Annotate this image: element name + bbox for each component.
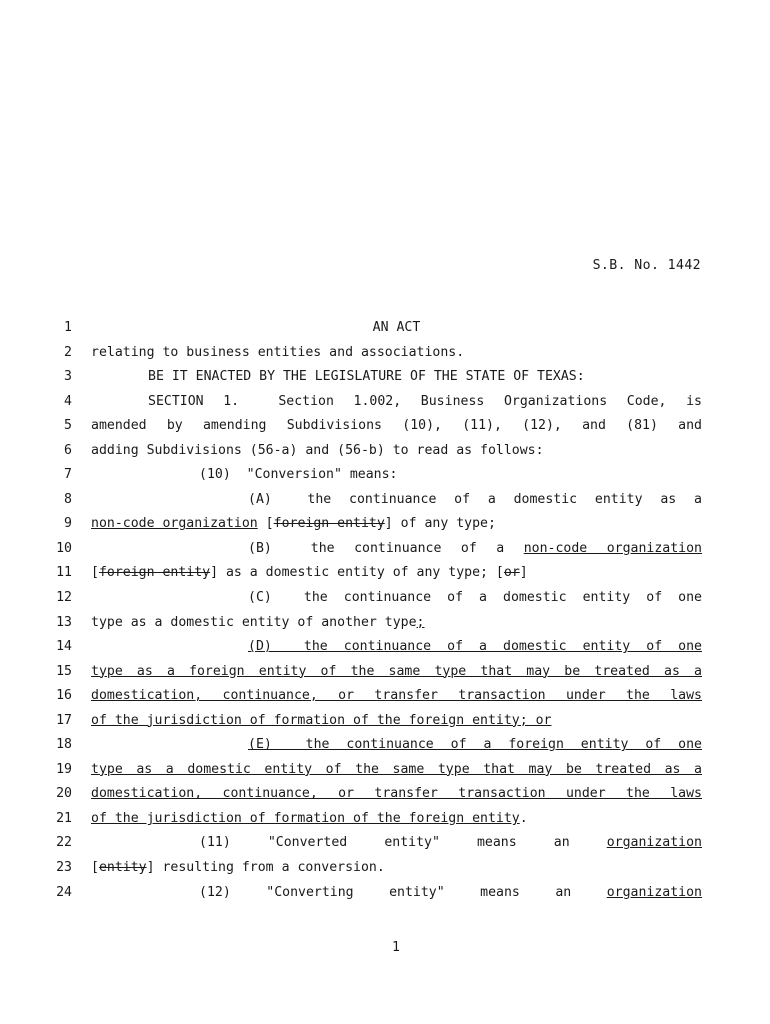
line-text (91, 345, 702, 360)
deleted-text: entity (98, 860, 147, 876)
text-line (0, 637, 770, 662)
line-number: 1 (64, 320, 72, 335)
inserted-text: domestication, continuance, or transfer transaction under the laws (91, 688, 702, 704)
text-line (0, 833, 770, 858)
text-segment: ] as a domestic entity of any type; [ (210, 565, 504, 581)
line-text (91, 369, 702, 384)
text-segment: (B) the continuance of a (248, 540, 524, 556)
line-text (91, 394, 702, 409)
inserted-text: organization (606, 835, 702, 851)
deleted-text: or (503, 565, 520, 581)
line-text (91, 615, 702, 630)
inserted-text: non-code organization (91, 516, 258, 532)
line-text (91, 860, 702, 875)
line-text (91, 762, 702, 777)
line-number: 21 (56, 810, 72, 826)
text-line (0, 563, 770, 588)
line-number: 16 (56, 688, 72, 704)
text-segment: . (519, 810, 528, 826)
line-number: 20 (56, 786, 72, 802)
text-line (0, 392, 770, 417)
text-line (0, 367, 770, 392)
inserted-text: organization (606, 884, 702, 900)
line-number: 3 (64, 369, 72, 385)
line-text (91, 443, 702, 458)
text-segment: ] (519, 565, 528, 581)
text-line (0, 514, 770, 539)
line-number: 23 (56, 860, 72, 876)
line-number: 14 (56, 639, 72, 655)
inserted-text: domestication, continuance, or transfer transaction under the laws (91, 786, 702, 802)
line-number: 13 (56, 614, 72, 630)
text-line (0, 686, 770, 711)
text-line (0, 588, 770, 613)
text-segment: (10) "Conversion" means: (199, 467, 398, 483)
inserted-text: non-code organization (523, 540, 702, 556)
text-line (0, 490, 770, 515)
text-segment: [ (91, 565, 99, 581)
text-line (0, 441, 770, 466)
line-text (91, 418, 702, 433)
text-segment: BE IT ENACTED BY THE LEGISLATURE OF THE STATE OF TEXAS: (148, 369, 585, 385)
text-line (0, 613, 770, 638)
text-segment: adding Subdivisions (56-a) and (56-b) to read as follows: (91, 442, 544, 458)
line-text (91, 565, 702, 580)
text-segment: (12) "Converting entity" means an (199, 884, 607, 900)
page-number: 1 (392, 940, 400, 955)
line-text (91, 885, 702, 900)
text-segment: [ (91, 860, 99, 876)
line-number: 8 (64, 491, 72, 507)
line-number: 5 (64, 418, 72, 434)
line-number: 24 (56, 884, 72, 900)
line-number: 22 (56, 835, 72, 851)
text-line (0, 318, 770, 343)
deleted-text: foreign entity (273, 516, 385, 532)
text-segment: type as a domestic entity of another type (91, 614, 417, 630)
line-number: 6 (64, 442, 72, 458)
text-line (0, 760, 770, 785)
line-text (91, 688, 702, 703)
text-line (0, 465, 770, 490)
bill-text (0, 318, 770, 907)
line-number: 11 (56, 565, 72, 581)
text-line (0, 343, 770, 368)
line-text (91, 713, 702, 728)
text-line (0, 416, 770, 441)
deleted-text: foreign entity (98, 565, 211, 581)
text-segment: AN ACT (372, 320, 421, 335)
inserted-text: (E) the continuance of a foreign entity of one (248, 737, 702, 753)
line-number: 15 (56, 663, 72, 679)
inserted-text: type as a foreign entity of the same type that may be treated as a (91, 663, 702, 679)
text-segment: relating to business entities and associations. (91, 344, 465, 360)
text-segment: (A) the continuance of a domestic entity as a (248, 491, 702, 507)
text-segment: (C) the continuance of a domestic entity of one (248, 590, 702, 606)
inserted-text: of the jurisdiction of formation of the foreign entity (91, 810, 520, 826)
line-text (91, 590, 702, 605)
line-number: 10 (56, 540, 72, 556)
text-line (0, 662, 770, 687)
line-text (91, 516, 702, 531)
line-text (91, 467, 702, 482)
text-segment: ] of any type; (384, 516, 496, 532)
line-text (91, 320, 702, 335)
text-line (0, 883, 770, 908)
inserted-text: (D) the continuance of a domestic entity of one (248, 639, 702, 655)
line-number: 18 (56, 737, 72, 753)
inserted-text: type as a domestic entity of the same type that may be treated as a (91, 761, 702, 777)
line-number: 12 (56, 590, 72, 606)
text-line (0, 539, 770, 564)
inserted-text: of the jurisdiction of formation of the foreign entity; or (91, 712, 552, 728)
text-segment: ] resulting from a conversion. (146, 860, 385, 876)
inserted-text: ; (416, 614, 425, 630)
line-number: 17 (56, 712, 72, 728)
bill-number: S.B. No. 1442 (592, 258, 701, 273)
line-text (91, 664, 702, 679)
line-number: 4 (64, 393, 72, 409)
line-text (91, 737, 702, 752)
line-text (91, 639, 702, 654)
line-number: 9 (64, 516, 72, 532)
line-text (91, 811, 702, 826)
text-segment: (11) "Converted entity" means an (199, 835, 607, 851)
text-segment: SECTION 1. Section 1.002, Business Organizations Code, is (148, 393, 702, 409)
text-line (0, 711, 770, 736)
text-line (0, 858, 770, 883)
text-line (0, 735, 770, 760)
line-text (91, 492, 702, 507)
line-text (91, 541, 702, 556)
text-segment: amended by amending Subdivisions (10), (11), (12), and (81) and (91, 418, 702, 434)
line-number: 19 (56, 761, 72, 777)
line-text (91, 835, 702, 850)
line-text (91, 786, 702, 801)
text-line (0, 809, 770, 834)
text-segment: [ (257, 516, 274, 532)
text-line (0, 784, 770, 809)
line-number: 7 (64, 467, 72, 483)
line-number: 2 (64, 344, 72, 360)
